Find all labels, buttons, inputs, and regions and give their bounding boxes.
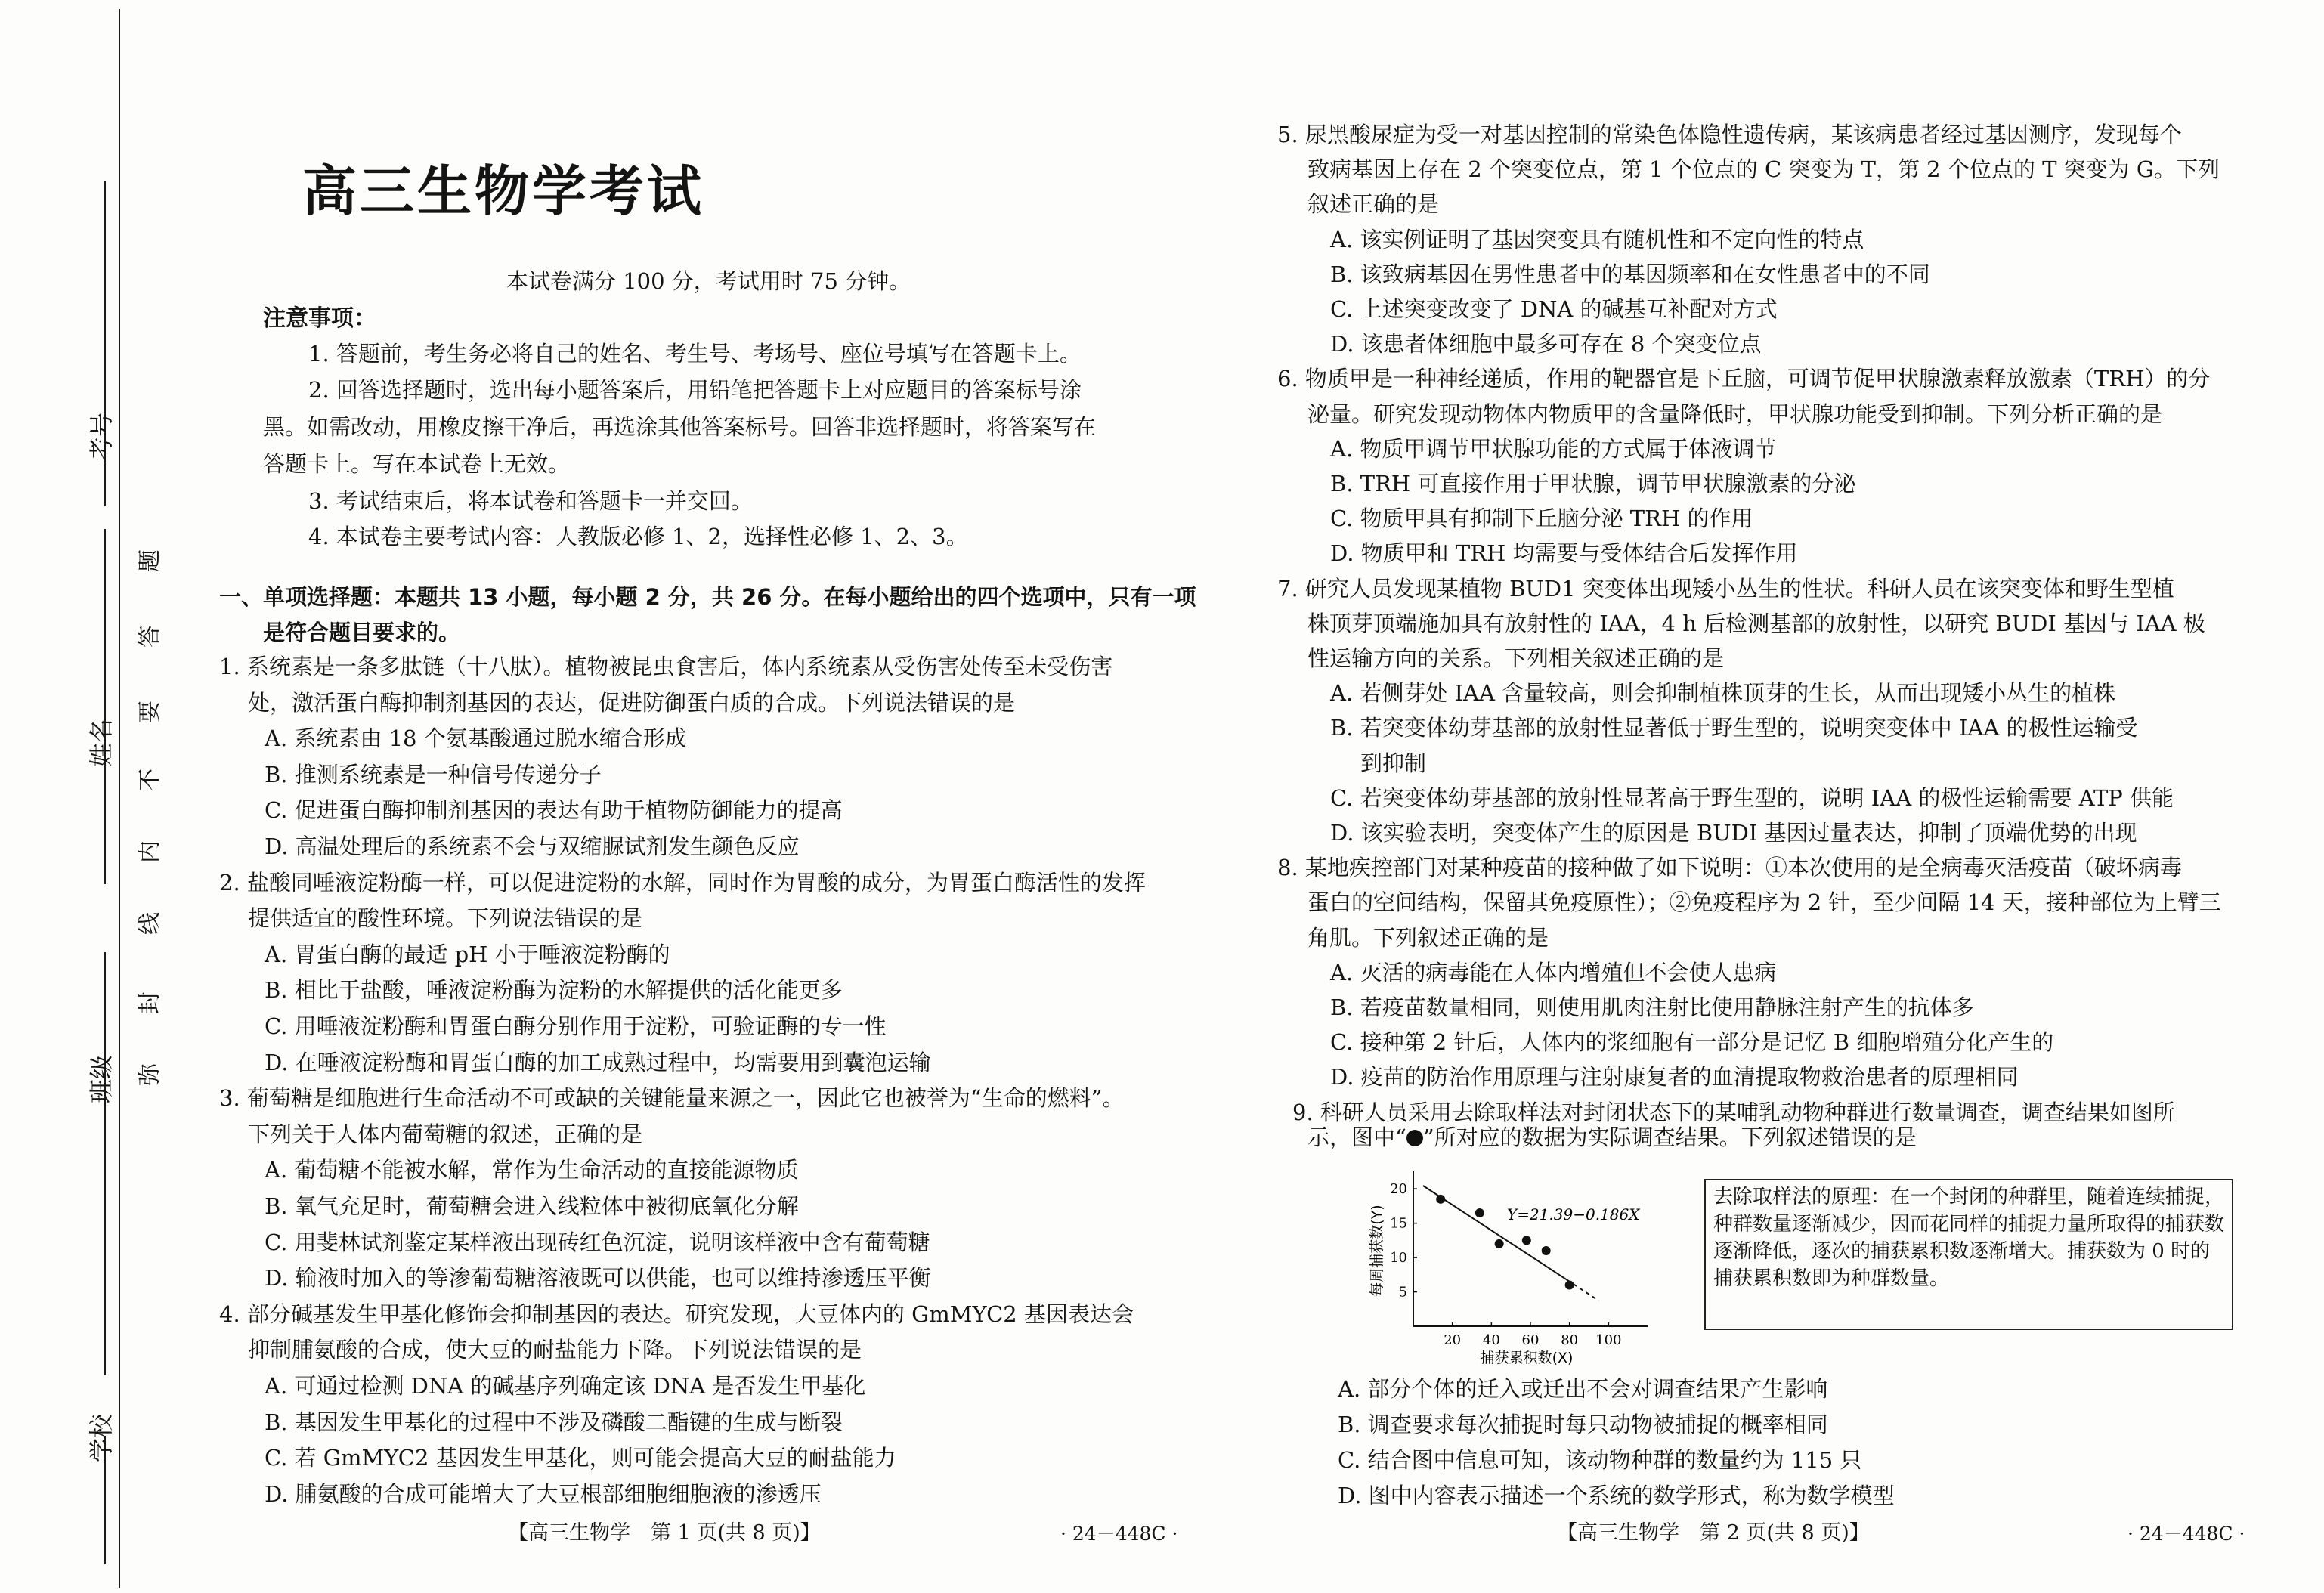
question-line: D. 物质甲和 TRH 均需要与受体结合后发挥作用 <box>1330 540 1798 567</box>
x-tick-label: 40 <box>1482 1332 1500 1348</box>
question-line: 处，激活蛋白酶抑制剂基因的表达，促进防御蛋白质的合成。下列说法错误的是 <box>248 689 1016 716</box>
notes-heading: 注意事项： <box>263 305 376 332</box>
question-line: C. 促进蛋白酶抑制剂基因的表达有助于植物防御能力的提高 <box>265 797 843 824</box>
binding-warning-char: 线 <box>137 912 163 935</box>
question-line: 2. 盐酸同唾液淀粉酶一样，可以促进淀粉的水解，同时作为胃酸的成分，为胃蛋白酶活性的发挥 <box>219 869 1146 895</box>
y-tick-label: 5 <box>1398 1284 1407 1301</box>
question-line: D. 疫苗的防治作用原理与注射康复者的血清提取物救治患者的原理相同 <box>1330 1064 2019 1090</box>
question-line: 到抑制 <box>1360 750 1427 776</box>
removal-sampling-chart <box>1345 1156 1693 1390</box>
notes-item: 2. 回答选择题时，选出每小题答案后，用铅笔把答题卡上对应题目的答案标号涂 <box>308 377 1082 403</box>
x-tick-label: 60 <box>1521 1332 1540 1348</box>
question-line: D. 输液时加入的等渗葡萄糖溶液既可以供能，也可以维持渗透压平衡 <box>265 1265 931 1291</box>
binding-warning-char: 弥 <box>137 1063 163 1086</box>
page1-footer: 【高三生物学 第 1 页(共 8 页)】 <box>508 1521 821 1545</box>
y-tick-label: 15 <box>1390 1215 1407 1232</box>
q9-option: C. 结合图中信息可知，该动物种群的数量约为 115 只 <box>1338 1447 1862 1473</box>
data-point <box>1475 1208 1484 1217</box>
question-line: D. 该患者体细胞中最多可存在 8 个突变位点 <box>1330 331 1762 357</box>
question-line: 3. 葡萄糖是细胞进行生命活动不可或缺的关键能量来源之一，因此它也被誉为“生命的燃料”。 <box>219 1085 1125 1112</box>
regression-line <box>1423 1186 1574 1284</box>
question-line: 8. 某地疾控部门对某种疫苗的接种做了如下说明：①本次使用的是全病毒灭活疫苗（破坏病毒 <box>1277 855 2182 881</box>
question-line: 角肌。下列叙述正确的是 <box>1307 924 1549 951</box>
question-line: 7. 研究人员发现某植物 BUD1 突变体出现矮小丛生的性状。科研人员在该突变体和野生型植 <box>1277 575 2174 602</box>
question-line: A. 胃蛋白酶的最适 pH 小于唾液淀粉酶的 <box>265 941 670 967</box>
q9-option: D. 图中内容表示描述一个系统的数学形式，称为数学模型 <box>1338 1483 1895 1508</box>
question-line: A. 灭活的病毒能在人体内增殖但不会使人患病 <box>1330 959 1777 985</box>
binding-warning-char: 答 <box>137 625 163 648</box>
question-line: A. 该实例证明了基因突变具有随机性和不定向性的特点 <box>1330 226 1864 252</box>
notes-item: 答题卡上。写在本试卷上无效。 <box>263 451 571 477</box>
class-label: 班级 <box>87 1054 116 1104</box>
question-line: C. 若 GmMYC2 基因发生甲基化，则可能会提高大豆的耐盐能力 <box>265 1445 896 1471</box>
question-line: B. 若疫苗数量相同，则使用肌肉注射比使用静脉注射产生的抗体多 <box>1330 994 1974 1020</box>
q9-option: B. 调查要求每次捕捉时每只动物被捕捉的概率相同 <box>1338 1412 1828 1437</box>
data-point <box>1542 1246 1551 1255</box>
question-line: 性运输方向的关系。下列相关叙述正确的是 <box>1307 645 1725 671</box>
question-line: A. 系统素由 18 个氨基酸通过脱水缩合形成 <box>265 725 687 752</box>
data-point <box>1436 1195 1445 1204</box>
q9-prefix: 示，图中“ <box>1307 1124 1406 1150</box>
page1-code: · 24－448C · <box>1060 1523 1178 1545</box>
question-line: 泌量。研究发现动物体内物质甲的含量降低时，甲状腺功能受到抑制。下列分析正确的是 <box>1307 401 2163 427</box>
question-line: 1. 系统素是一条多肽链（十八肽）。植物被昆虫食害后，体内系统素从受伤害处传至未受伤害 <box>219 654 1113 679</box>
page2-footer: 【高三生物学 第 2 页(共 8 页)】 <box>1557 1521 1870 1545</box>
question-line: C. 用唾液淀粉酶和胃蛋白酶分别作用于淀粉，可验证酶的专一性 <box>265 1013 887 1039</box>
question-line: 提供适宜的酸性环境。下列说法错误的是 <box>248 905 643 932</box>
q9-option: A. 部分个体的迁入或迁出不会对调查结果产生影响 <box>1338 1376 1828 1402</box>
question-line: D. 在唾液淀粉酶和胃蛋白酶的加工成熟过程中，均需要用到囊泡运输 <box>265 1049 931 1075</box>
question-line: C. 用斐林试剂鉴定某样液出现砖红色沉淀，说明该样液中含有葡萄糖 <box>265 1229 930 1255</box>
y-tick-label: 20 <box>1390 1181 1407 1198</box>
q9-rest: 所对应的数据为实际调查结果。下列叙述错误的是 <box>1434 1124 1917 1150</box>
question-line: 6. 物质甲是一种神经递质，作用的靶器官是下丘脑，可调节促甲状腺激素释放激素（TRH）的分 <box>1277 366 2211 392</box>
notes-item: 4. 本试卷主要考试内容：人教版必修 1、2，选择性必修 1、2、3。 <box>308 524 968 549</box>
binding-warning-char: 要 <box>137 701 163 723</box>
question-line: B. 氧气充足时，葡萄糖会进入线粒体中被彻底氧化分解 <box>265 1193 799 1219</box>
q9-line2 <box>1307 1122 1917 1152</box>
question-line: 蛋白的空间结构，保留其免疫原性）；②免疫程序为 2 针，至少间隔 14 天，接种部位为上臂三 <box>1307 889 2221 916</box>
question-line: C. 物质甲具有抑制下丘脑分泌 TRH 的作用 <box>1330 506 1753 532</box>
q9-suffix: ” <box>1422 1124 1434 1150</box>
question-line: B. TRH 可直接作用于甲状腺，调节甲状腺激素的分泌 <box>1330 471 1856 496</box>
regression-extension <box>1574 1284 1599 1301</box>
question-line: D. 该实验表明，突变体产生的原因是 BUDI 基因过量表达，抑制了顶端优势的出现 <box>1330 820 2137 846</box>
data-point <box>1522 1236 1531 1245</box>
question-line: B. 若突变体幼芽基部的放射性显著低于野生型的，说明突变体中 IAA 的极性运输受 <box>1330 715 2138 741</box>
question-line: 9. 科研人员采用去除取样法对封闭状态下的某哺乳动物种群进行数量调查，调查结果如图所 <box>1292 1099 2175 1125</box>
x-tick-label: 20 <box>1444 1332 1462 1348</box>
x-tick-label: 80 <box>1561 1332 1579 1348</box>
question-line: 致病基因上存在 2 个突变位点，第 1 个位点的 C 突变为 T，第 2 个位点的 T 突变为 G。下列 <box>1307 156 2220 183</box>
question-line: B. 该致病基因在男性患者中的基因频率和在女性患者中的不同 <box>1330 261 1930 287</box>
data-point-marker-icon <box>1406 1130 1423 1146</box>
page-title: 高三生物学考试 <box>302 159 705 223</box>
question-line: D. 脯氨酸的合成可能增大了大豆根部细胞细胞液的渗透压 <box>265 1480 822 1507</box>
question-line: C. 接种第 2 针后，人体内的浆细胞有一部分是记忆 B 细胞增殖分化产生的 <box>1330 1029 2054 1056</box>
y-tick-label: 10 <box>1390 1250 1407 1267</box>
notes-item: 3. 考试结束后，将本试卷和答题卡一并交回。 <box>308 488 753 514</box>
binding-warning-char: 不 <box>137 769 163 791</box>
question-line: A. 可通过检测 DNA 的碱基序列确定该 DNA 是否发生甲基化 <box>265 1373 866 1399</box>
question-line: 叙述正确的是 <box>1307 191 1440 218</box>
question-line: C. 若突变体幼芽基部的放射性显著高于野生型的，说明 IAA 的极性运输需要 ATP 供能 <box>1330 784 2174 811</box>
question-line: A. 葡萄糖不能被水解，常作为生命活动的直接能源物质 <box>265 1157 799 1183</box>
binding-warning-char: 内 <box>137 840 163 863</box>
x-axis-label: 捕获累积数(X) <box>1480 1350 1574 1366</box>
section-title-cont: 是符合题目要求的。 <box>263 620 461 645</box>
class-blank <box>104 952 106 1375</box>
exam-info: 本试卷满分 100 分，考试用时 75 分钟。 <box>506 268 911 294</box>
data-point <box>1495 1239 1504 1248</box>
school-label: 学校 <box>87 1413 116 1463</box>
notes-item: 黑。如需改动，用橡皮擦干净后，再选涂其他答案标号。回答非选择题时，将答案写在 <box>263 414 1097 440</box>
exam-no-label: 考号 <box>87 412 116 462</box>
x-tick-label: 100 <box>1595 1332 1622 1348</box>
data-point <box>1565 1280 1574 1289</box>
y-axis-label: 每周捕获数(Y) <box>1369 1205 1385 1297</box>
question-line: B. 相比于盐酸，唾液淀粉酶为淀粉的水解提供的活化能更多 <box>265 977 843 1004</box>
question-line: B. 基因发生甲基化的过程中不涉及磷酸二酯键的生成与断裂 <box>265 1409 843 1435</box>
question-line: C. 上述突变改变了 DNA 的碱基互补配对方式 <box>1330 296 1778 322</box>
name-label: 姓名 <box>87 718 116 768</box>
section-title: 一、单项选择题：本题共 13 小题，每小题 2 分，共 26 分。在每小题给出的四个选项中，只有一项 <box>219 584 1196 610</box>
question-line: 抑制脯氨酸的合成，使大豆的耐盐能力下降。下列说法错误的是 <box>248 1337 862 1363</box>
regression-equation: Y=21.39−0.186X <box>1507 1205 1640 1224</box>
binding-warning-char: 封 <box>137 991 163 1014</box>
question-line: 5. 尿黑酸尿症为受一对基因控制的常染色体隐性遗传病，某该病患者经过基因测序，发现每个 <box>1277 122 2182 147</box>
question-line: 4. 部分碱基发生甲基化修饰会抑制基因的表达。研究发现，大豆体内的 GmMYC2 基因表达会 <box>219 1301 1134 1327</box>
name-blank <box>104 529 106 884</box>
removal-method-note: 去除取样法的原理：在一个封闭的种群里，随着连续捕捉，种群数量逐渐减少，因而花同样的捕捉力量所取得的捕获数逐渐降低，逐次的捕获累积数逐渐增大。捕获数为 0 时的捕获累积数即为种群数量。 <box>1704 1179 2233 1330</box>
binding-margin <box>0 0 181 1593</box>
question-line: A. 物质甲调节甲状腺功能的方式属于体液调节 <box>1330 435 1777 462</box>
binding-line <box>119 9 120 1588</box>
page2-code: · 24－448C · <box>2127 1523 2245 1545</box>
question-line: 株顶芽顶端施加具有放射性的 IAA，4 h 后检测基部的放射性，以研究 BUDI 基因与 IAA 极 <box>1307 610 2205 636</box>
question-line: A. 若侧芽处 IAA 含量较高，则会抑制植株顶芽的生长，从而出现矮小丛生的植株 <box>1330 680 2116 707</box>
notes-item: 1. 答题前，考生务必将自己的姓名、考生号、考场号、座位号填写在答题卡上。 <box>308 341 1082 367</box>
question-line: B. 推测系统素是一种信号传递分子 <box>265 761 602 787</box>
question-line: D. 高温处理后的系统素不会与双缩脲试剂发生颜色反应 <box>265 834 800 859</box>
binding-warning-char: 题 <box>137 549 163 572</box>
question-line: 下列关于人体内葡萄糖的叙述，正确的是 <box>248 1121 643 1147</box>
